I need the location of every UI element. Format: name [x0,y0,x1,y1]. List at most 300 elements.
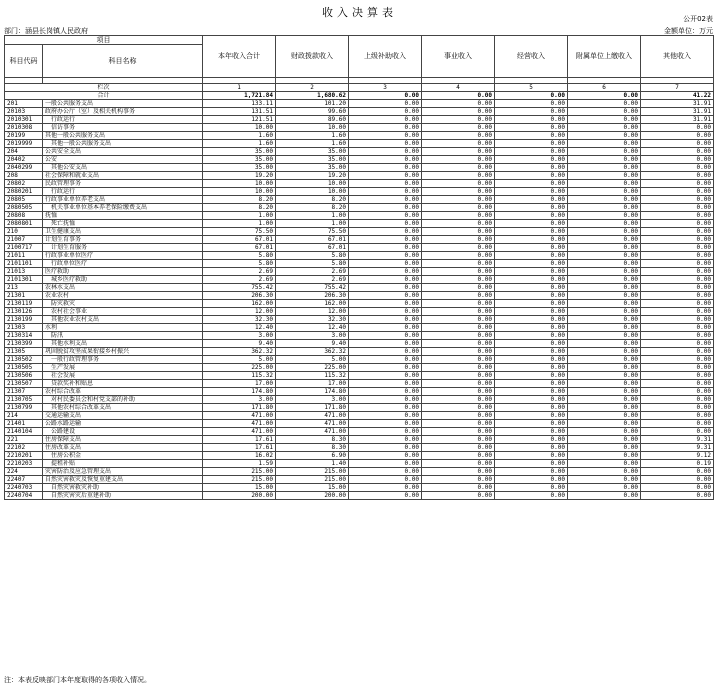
row-code: 2140104 [5,428,43,436]
row-value: 0.00 [641,212,714,220]
row-value: 0.00 [349,484,422,492]
table-row [5,188,714,196]
row-value: 0.00 [568,228,641,236]
row-value: 0.00 [641,204,714,212]
row-value: 0.00 [349,340,422,348]
row-value: 0.00 [349,364,422,372]
row-value: 0.00 [422,332,495,340]
row-value: 471.00 [276,412,349,420]
row-value: 0.00 [422,324,495,332]
row-name: 社会保障和就业支出 [43,172,203,180]
table-row [5,348,714,356]
table-row [5,332,714,340]
footnote: 注：本表反映部门本年度取得的各项收入情况。 [4,676,151,684]
row-value: 0.00 [422,252,495,260]
row-code: 2010308 [5,124,43,132]
table-row [5,308,714,316]
row-value: 1.60 [203,140,276,148]
row-code: 2100717 [5,244,43,252]
row-value: 0.00 [422,292,495,300]
row-value: 0.00 [641,348,714,356]
row-value: 0.00 [422,108,495,116]
row-value: 1.40 [276,460,349,468]
row-value: 0.00 [641,284,714,292]
row-value: 0.00 [349,228,422,236]
row-name: 住房保障支出 [43,436,203,444]
table-row [5,172,714,180]
row-value: 0.00 [495,172,568,180]
row-value: 225.00 [203,364,276,372]
row-value: 67.01 [276,236,349,244]
row-value: 0.00 [422,484,495,492]
row-value: 0.00 [349,268,422,276]
table-row [5,276,714,284]
row-value: 0.00 [422,140,495,148]
row-value: 3.00 [203,332,276,340]
header-fiscal: 财政拨款收入 [276,36,349,78]
row-value: 0.00 [568,316,641,324]
table-row [5,108,714,116]
row-value: 0.00 [641,132,714,140]
row-name: 死亡抚恤 [43,220,203,228]
row-value: 0.00 [641,188,714,196]
row-code: 2130314 [5,332,43,340]
row-value: 0.00 [349,204,422,212]
row-value: 35.00 [276,148,349,156]
table-row [5,324,714,332]
row-value: 9.40 [276,340,349,348]
row-value: 0.00 [568,484,641,492]
row-name: 行政单位医疗 [43,260,203,268]
row-name: 对村民委员会和村党支部的补助 [43,396,203,404]
row-value: 0.00 [641,476,714,484]
table-row [5,388,714,396]
row-value: 0.00 [495,220,568,228]
row-value: 0.00 [495,100,568,108]
row-value: 67.01 [203,244,276,252]
row-value: 0.00 [349,492,422,500]
row-value: 89.60 [276,116,349,124]
row-value: 0.00 [568,236,641,244]
row-value: 0.00 [495,228,568,236]
row-value: 0.00 [568,148,641,156]
row-value: 0.00 [349,252,422,260]
row-value: 0.00 [349,212,422,220]
table-row [5,436,714,444]
row-value: 133.11 [203,100,276,108]
row-value: 0.00 [568,260,641,268]
row-value: 12.40 [203,324,276,332]
row-code: 20402 [5,156,43,164]
row-value: 0.00 [641,316,714,324]
row-value: 362.32 [276,348,349,356]
row-value: 0.00 [495,300,568,308]
row-value: 0.00 [495,108,568,116]
row-value: 0.00 [495,236,568,244]
index-num: 2 [276,84,349,92]
table-row [5,356,714,364]
row-value: 3.00 [203,396,276,404]
row-value: 0.00 [422,436,495,444]
row-value: 0.00 [349,124,422,132]
row-value: 0.00 [495,388,568,396]
row-value: 0.00 [349,236,422,244]
row-name: 其他一般公共服务支出 [43,140,203,148]
row-name: 公安 [43,156,203,164]
row-name: 一般公共服务支出 [43,100,203,108]
row-value: 0.00 [422,244,495,252]
row-value: 35.00 [276,156,349,164]
row-value: 755.42 [203,284,276,292]
row-value: 17.00 [203,380,276,388]
row-value: 0.00 [641,172,714,180]
row-value: 0.00 [422,268,495,276]
row-value: 162.00 [276,300,349,308]
row-value: 1.60 [276,140,349,148]
row-value: 0.00 [495,428,568,436]
row-value: 19.20 [203,172,276,180]
row-name: 行政运行 [43,116,203,124]
row-name: 水利 [43,324,203,332]
row-value: 0.00 [422,468,495,476]
row-value: 0.00 [568,284,641,292]
row-value: 0.00 [641,420,714,428]
table-row [5,284,714,292]
row-value: 0.00 [422,220,495,228]
row-value: 0.00 [568,220,641,228]
row-value: 0.00 [495,260,568,268]
row-value: 0.00 [349,468,422,476]
table-row [5,292,714,300]
row-value: 0.00 [349,404,422,412]
row-value: 67.01 [203,236,276,244]
row-code: 21301 [5,292,43,300]
row-value: 0.00 [495,412,568,420]
row-code: 214 [5,412,43,420]
table-row [5,444,714,452]
header-other: 其他收入 [641,36,714,78]
row-value: 0.00 [495,364,568,372]
row-value: 0.00 [568,204,641,212]
row-value: 0.00 [568,452,641,460]
row-name: 交通运输支出 [43,412,203,420]
row-value: 0.00 [495,156,568,164]
row-value: 0.00 [495,420,568,428]
row-name: 民政管理事务 [43,180,203,188]
row-value: 8.20 [276,196,349,204]
row-name: 防汛 [43,332,203,340]
header-name: 科目名称 [43,45,203,78]
row-value: 3.00 [276,396,349,404]
row-value: 0.00 [641,356,714,364]
row-name: 公共安全支出 [43,148,203,156]
row-value: 0.00 [422,388,495,396]
row-value: 0.00 [349,196,422,204]
row-value: 0.00 [568,404,641,412]
table-row [5,300,714,308]
row-code: 2130126 [5,308,43,316]
row-code: 2130502 [5,356,43,364]
row-value: 9.12 [641,452,714,460]
row-value: 0.00 [349,356,422,364]
row-value: 0.00 [349,460,422,468]
row-code: 2080201 [5,188,43,196]
row-code: 201 [5,100,43,108]
row-value: 0.00 [422,148,495,156]
row-value: 0.00 [495,212,568,220]
row-value: 0.00 [349,308,422,316]
row-name: 行政事业单位养老支出 [43,196,203,204]
row-value: 0.00 [568,180,641,188]
row-name: 自然灾害救灾及恢复重建支出 [43,476,203,484]
row-value: 215.00 [276,468,349,476]
row-code: 2080505 [5,204,43,212]
row-code: 21305 [5,348,43,356]
row-name: 灾害防治及应急管理支出 [43,468,203,476]
row-value: 0.00 [568,300,641,308]
row-value: 0.00 [568,348,641,356]
row-value: 0.00 [641,196,714,204]
row-value: 0.00 [641,308,714,316]
row-value: 0.00 [568,212,641,220]
row-value: 0.00 [568,132,641,140]
row-value: 0.00 [495,340,568,348]
table-row [5,420,714,428]
row-value: 1.60 [203,132,276,140]
row-name: 贷款奖补和贴息 [43,380,203,388]
row-value: 0.00 [422,452,495,460]
row-value: 0.00 [641,292,714,300]
row-value: 0.00 [422,380,495,388]
row-name: 其他水利支出 [43,340,203,348]
row-value: 10.00 [203,124,276,132]
row-value: 174.80 [203,388,276,396]
row-name: 其他公安支出 [43,164,203,172]
row-value: 471.00 [276,428,349,436]
row-value: 0.00 [349,428,422,436]
row-value: 10.00 [203,188,276,196]
row-value: 0.00 [422,396,495,404]
row-name: 自然灾害救灾补助 [43,484,203,492]
row-name: 其他一般公共服务支出 [43,132,203,140]
row-name: 政府办公厅（室）及相关机构事务 [43,108,203,116]
row-value: 0.00 [422,276,495,284]
row-code: 21011 [5,252,43,260]
row-code: 2240704 [5,492,43,500]
row-value: 0.00 [349,156,422,164]
row-value: 1.00 [203,212,276,220]
table-row [5,396,714,404]
table-row [5,236,714,244]
row-value: 0.00 [495,204,568,212]
row-code: 20802 [5,180,43,188]
row-value: 206.30 [276,292,349,300]
row-value: 17.00 [276,380,349,388]
row-code: 21307 [5,388,43,396]
row-value: 0.00 [349,108,422,116]
row-value: 755.42 [276,284,349,292]
row-value: 0.00 [422,164,495,172]
row-value: 101.20 [276,100,349,108]
row-value: 0.00 [568,252,641,260]
row-value: 162.00 [203,300,276,308]
header-operating: 经营收入 [495,36,568,78]
row-value: 0.00 [495,252,568,260]
row-value: 0.00 [349,348,422,356]
row-code: 20103 [5,108,43,116]
row-value: 0.00 [641,220,714,228]
row-value: 0.00 [568,244,641,252]
row-value: 0.00 [495,356,568,364]
row-value: 0.00 [568,324,641,332]
row-name: 一般行政管理事务 [43,356,203,364]
row-code: 2210201 [5,452,43,460]
row-code: 21007 [5,236,43,244]
table-row [5,220,714,228]
row-value: 0.00 [349,116,422,124]
row-value: 0.00 [641,236,714,244]
row-value: 35.00 [276,164,349,172]
row-value: 15.00 [203,484,276,492]
row-value: 5.00 [276,356,349,364]
row-value: 0.00 [568,332,641,340]
row-value: 0.00 [568,436,641,444]
row-value: 0.00 [495,268,568,276]
index-num: 4 [422,84,495,92]
row-value: 0.00 [641,364,714,372]
row-value: 0.00 [349,396,422,404]
row-code: 208 [5,172,43,180]
row-value: 31.91 [641,108,714,116]
row-value: 0.00 [422,492,495,500]
row-value: 0.00 [641,396,714,404]
row-value: 1.00 [276,212,349,220]
row-value: 0.00 [641,252,714,260]
row-value: 171.80 [203,404,276,412]
row-value: 0.00 [422,116,495,124]
row-value: 8.20 [203,196,276,204]
row-code: 20805 [5,196,43,204]
row-value: 8.20 [276,204,349,212]
table-row [5,156,714,164]
row-name: 其他农业农村支出 [43,316,203,324]
row-value: 0.00 [349,284,422,292]
row-value: 0.00 [495,316,568,324]
row-value: 0.00 [641,332,714,340]
table-row [5,380,714,388]
row-value: 10.00 [276,188,349,196]
row-code: 2240703 [5,484,43,492]
row-value: 0.00 [641,372,714,380]
row-value: 8.30 [276,444,349,452]
row-value: 0.00 [422,260,495,268]
row-value: 0.00 [641,388,714,396]
row-value: 0.00 [349,260,422,268]
row-value: 0.00 [568,460,641,468]
row-value: 0.00 [568,372,641,380]
row-value: 6.90 [276,452,349,460]
row-value: 0.00 [422,124,495,132]
header-total: 本年收入合计 [203,36,276,78]
header-superior: 上级补助收入 [349,36,422,78]
row-value: 471.00 [203,412,276,420]
row-name: 信访事务 [43,124,203,132]
total-value: 0.00 [568,92,641,100]
row-name: 卫生健康支出 [43,228,203,236]
row-value: 17.61 [203,444,276,452]
row-value: 0.00 [568,100,641,108]
row-value: 471.00 [203,420,276,428]
row-value: 0.00 [568,308,641,316]
row-value: 0.00 [422,132,495,140]
row-value: 2.69 [203,268,276,276]
table-row [5,412,714,420]
row-value: 0.00 [495,148,568,156]
row-code: 2130119 [5,300,43,308]
row-value: 35.00 [203,156,276,164]
row-value: 31.91 [641,116,714,124]
row-value: 0.00 [495,332,568,340]
table-row [5,180,714,188]
total-value: 0.00 [422,92,495,100]
row-value: 0.00 [568,396,641,404]
table-row [5,196,714,204]
table-row [5,468,714,476]
row-value: 0.00 [422,172,495,180]
index-num: 7 [641,84,714,92]
row-value: 0.00 [641,124,714,132]
header-item: 项目 [5,36,203,45]
row-value: 0.00 [641,140,714,148]
row-value: 0.00 [349,372,422,380]
row-code: 2101301 [5,276,43,284]
unit-label: 金额单位：万元 [664,27,713,35]
row-value: 0.00 [349,316,422,324]
row-name: 农业农村 [43,292,203,300]
row-value: 0.00 [568,380,641,388]
row-name: 行政运行 [43,188,203,196]
row-value: 0.00 [422,180,495,188]
row-value: 206.30 [203,292,276,300]
row-value: 8.20 [203,204,276,212]
total-value: 1,680.62 [276,92,349,100]
index-row [5,84,714,92]
row-name: 公路建设 [43,428,203,436]
row-value: 0.00 [422,364,495,372]
row-value: 5.80 [203,252,276,260]
row-value: 0.00 [349,140,422,148]
row-value: 0.00 [568,492,641,500]
row-value: 5.80 [276,260,349,268]
row-value: 1.00 [276,220,349,228]
table-row [5,244,714,252]
row-value: 0.00 [422,100,495,108]
row-value: 10.00 [203,180,276,188]
row-value: 0.00 [495,404,568,412]
row-value: 0.00 [422,460,495,468]
row-value: 0.00 [641,276,714,284]
row-value: 0.00 [568,172,641,180]
row-value: 215.00 [203,476,276,484]
row-value: 0.00 [349,300,422,308]
row-value: 0.00 [349,436,422,444]
row-name: 计划生育事务 [43,236,203,244]
row-code: 204 [5,148,43,156]
table-row [5,140,714,148]
row-code: 20808 [5,212,43,220]
table-row [5,492,714,500]
table-row [5,228,714,236]
